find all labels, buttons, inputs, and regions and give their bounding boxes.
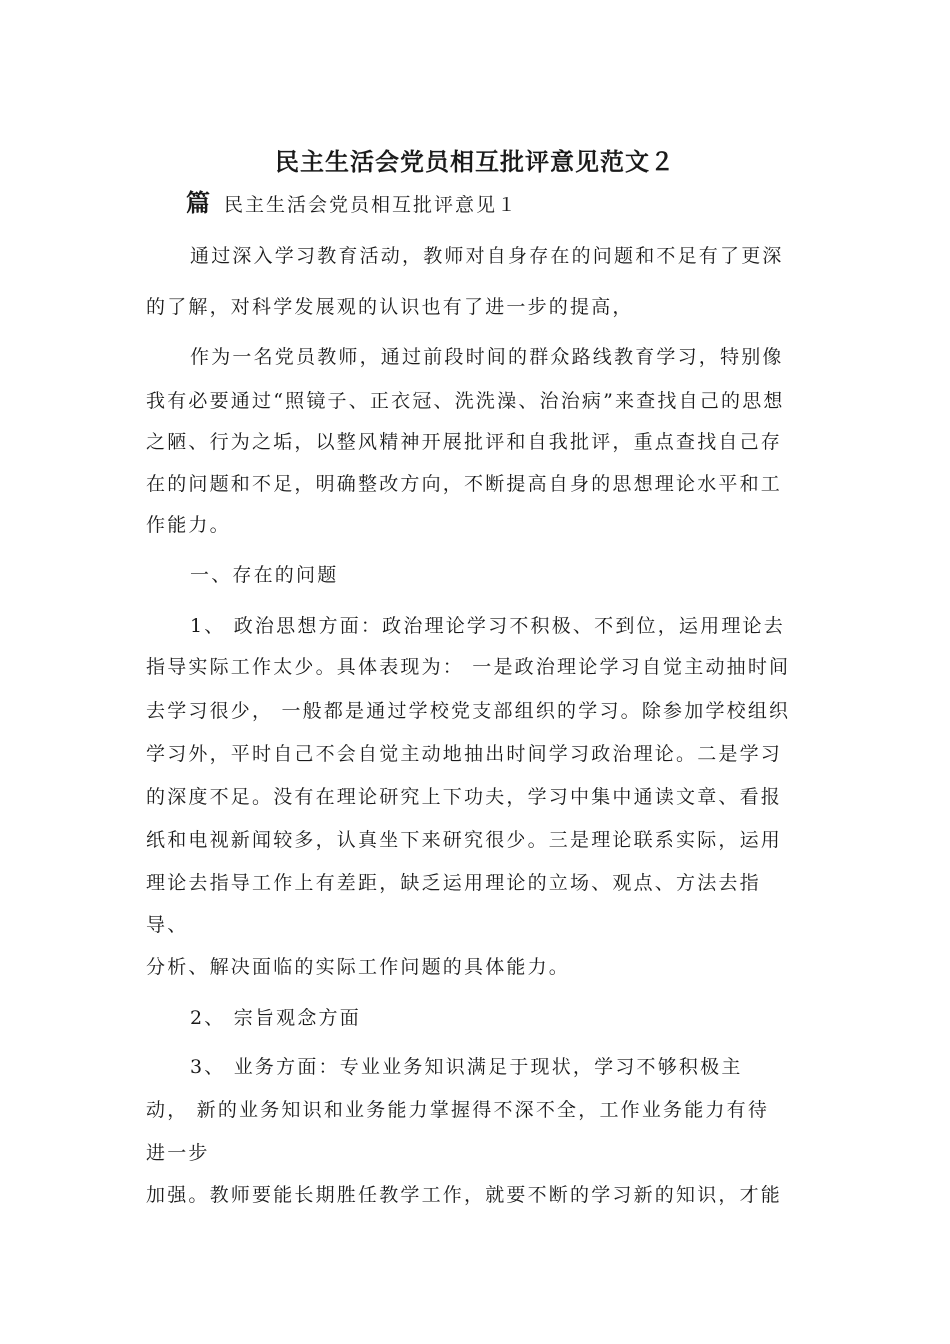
body-line: 作能力。 [146, 514, 231, 536]
body-line: 3、 业务方面：专业业务知识满足于现状，学习不够积极主 [190, 1056, 743, 1078]
body-line: 理论去指导工作上有差距，缺乏运用理论的立场、观点、方法去指 [146, 872, 761, 894]
body-line: 进一步 [146, 1142, 210, 1164]
body-line: 作为一名党员教师，通过前段时间的群众路线教育学习，特别像 [190, 346, 784, 368]
section-heading-text: 民主生活会党员相互批评意见１ [224, 194, 519, 216]
body-line: 1、 政治思想方面：政治理论学习不积极、不到位，运用理论去 [190, 615, 785, 637]
section-heading-prefix: 篇 [186, 189, 210, 217]
body-line: 学习外，平时自己不会自觉主动地抽出时间学习政治理论。二是学习 [146, 743, 783, 765]
body-line: 我有必要通过“照镜子、正衣冠、洗洗澡、治治病”来查找自己的思想 [146, 390, 785, 412]
section-heading [186, 188, 518, 221]
body-line: 指导实际工作太少。具体表现为： 一是政治理论学习自觉主动抽时间 [146, 656, 791, 678]
body-line: 动， 新的业务知识和业务能力掌握得不深不全，工作业务能力有待 [146, 1099, 770, 1121]
body-line: 的深度不足。没有在理论研究上下功夫，学习中集中通读文章、看报 [146, 786, 783, 808]
body-line: 分析、解决面临的实际工作问题的具体能力。 [146, 956, 571, 978]
body-line: 一、存在的问题 [190, 564, 339, 586]
body-line: 导、 [146, 914, 189, 936]
body-line: 加强。教师要能长期胜任教学工作，就要不断的学习新的知识，才能 [146, 1184, 783, 1206]
body-line: 去学习很少， 一般都是通过学校党支部组织的学习。除参加学校组织 [146, 700, 791, 722]
body-line: 的了解，对科学发展观的认识也有了进一步的提高， [146, 296, 634, 318]
body-line: 2、 宗旨观念方面 [190, 1007, 361, 1029]
body-line: 之陋、行为之垢，以整风精神开展批评和自我批评，重点查找自己存 [146, 431, 783, 453]
body-line: 在的问题和不足，明确整改方向，不断提高自身的思想理论水平和工 [146, 473, 783, 495]
document-title: 民主生活会党员相互批评意见范文２ [275, 148, 675, 176]
body-line: 纸和电视新闻较多，认真坐下来研究很少。三是理论联系实际，运用 [146, 829, 783, 851]
body-line: 通过深入学习教育活动，教师对自身存在的问题和不足有了更深 [190, 245, 784, 267]
